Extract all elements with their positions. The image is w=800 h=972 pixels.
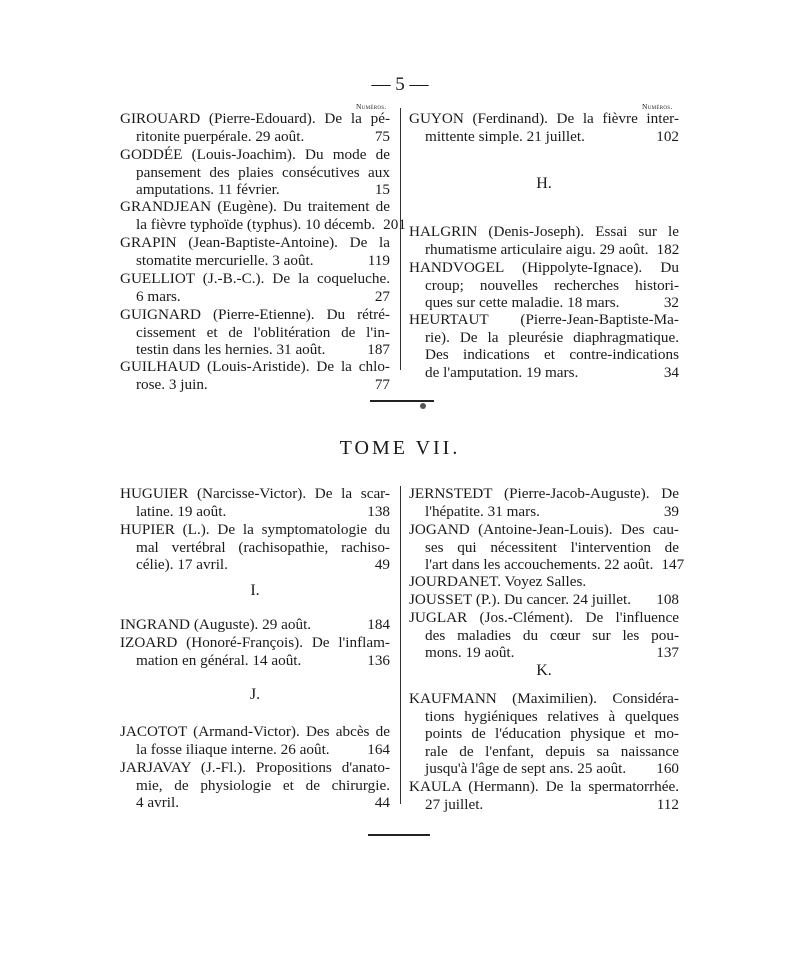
index-entry	[120, 198, 406, 233]
entry-text: tions hygiéniques relatives à quelques	[425, 707, 679, 725]
entry-continuation-line	[120, 215, 406, 234]
entry-number: 108	[656, 591, 679, 608]
entry-continuation-line	[120, 341, 390, 359]
entry-number: 27	[374, 287, 390, 305]
entry-number: 77	[374, 375, 390, 393]
entry-number: 15	[374, 181, 390, 199]
section-heading-j: J.	[249, 686, 261, 703]
entry-text: JOGAND (Antoine-Jean-Louis). Des cau-	[409, 521, 679, 538]
entry-text: HUPIER (L.). De la symptomatologie du	[120, 521, 390, 538]
entry-text: GRAPIN (Jean-Baptiste-Antoine). De la	[120, 234, 390, 251]
entry-text: célie). 17 avril.	[136, 556, 228, 574]
entry-heading-line	[409, 609, 679, 627]
index-entry	[120, 485, 390, 520]
entry-text: JOURDANET. Voyez Salles.	[409, 573, 587, 590]
index-entry	[409, 521, 685, 574]
entry-text: mons. 19 août.	[425, 644, 515, 662]
entry-continuation-line	[409, 743, 679, 761]
entry-text: amputations. 11 février.	[136, 181, 280, 199]
entry-text: jusqu'à l'âge de sept ans. 25 août.	[425, 760, 627, 778]
entry-text: Des indications et contre-indications	[425, 346, 679, 364]
entry-number: 112	[656, 795, 679, 813]
index-entry	[120, 146, 390, 199]
entry-heading-line	[120, 198, 390, 216]
entry-text: JUGLAR (Jos.-Clément). De l'influence	[409, 609, 679, 626]
entry-number: 49	[374, 556, 390, 574]
bottom-rule	[368, 834, 430, 836]
entry-heading-line	[409, 591, 679, 609]
entry-number: 182	[656, 240, 680, 258]
entry-heading-line	[409, 573, 679, 591]
entry-text: mittente simple. 21 juillet.	[425, 127, 585, 145]
entry-number: 119	[367, 251, 390, 269]
entry-text: GUILHAUD (Louis-Aristide). De la chlo-	[120, 358, 390, 375]
entry-number: 39	[663, 502, 679, 520]
entry-heading-line	[409, 110, 679, 128]
entry-continuation-line	[409, 539, 679, 557]
column-divider-bottom	[400, 486, 401, 804]
index-entry	[409, 690, 679, 778]
entry-text: points de l'éducation physique et mo-	[425, 725, 679, 743]
entry-number: 184	[367, 616, 390, 633]
entry-heading-line	[409, 521, 679, 539]
entry-text: rose. 3 juin.	[136, 375, 208, 393]
entry-continuation-line	[409, 503, 679, 521]
entry-continuation-line	[409, 346, 679, 364]
entry-text: GODDÉE (Louis-Joachim). Du mode de	[120, 146, 390, 163]
entry-continuation-line	[409, 128, 679, 146]
entry-text: ritonite puerpérale. 29 août.	[136, 127, 305, 145]
entry-text: 27 juillet.	[425, 795, 484, 813]
entry-text: rhumatisme articulaire aigu. 29 août.	[425, 240, 649, 258]
entry-continuation-line	[409, 760, 679, 778]
index-entry	[409, 223, 679, 258]
entry-continuation-line	[120, 324, 390, 342]
entry-text: mation en général. 14 août.	[136, 651, 302, 669]
entry-heading-line	[120, 521, 390, 539]
entry-text: KAUFMANN (Maximilien). Considéra-	[409, 690, 679, 707]
entry-heading-line	[120, 616, 390, 634]
entry-text: l'hépatite. 31 mars.	[425, 502, 540, 520]
index-entry	[120, 358, 390, 393]
entry-text: mie, de physiologie et de chirurgie.	[136, 776, 390, 794]
index-entry	[120, 759, 390, 812]
entry-continuation-line	[409, 277, 679, 295]
entry-heading-line	[409, 485, 679, 503]
entry-heading-line	[120, 634, 390, 652]
index-entry	[409, 311, 679, 381]
entry-number: 137	[656, 644, 679, 662]
entry-heading-line	[120, 234, 390, 252]
entry-text: rie). De la pleurésie diaphragmatique.	[425, 328, 679, 346]
entry-continuation-line	[409, 241, 679, 259]
entry-text: croup; nouvelles recherches histori-	[425, 276, 679, 294]
entry-number: 32	[663, 294, 679, 312]
entry-number: 44	[374, 794, 390, 812]
entry-number: 34	[663, 363, 679, 381]
entry-continuation-line	[120, 164, 390, 182]
entry-continuation-line	[409, 294, 679, 312]
entry-text: mal vertébral (rachisopathie, rachiso-	[136, 538, 390, 556]
entry-heading-line	[120, 485, 390, 503]
entry-continuation-line	[120, 777, 390, 795]
entry-continuation-line	[120, 652, 390, 670]
index-entry	[120, 234, 390, 269]
index-entry	[409, 573, 679, 591]
entry-number: 201	[383, 215, 406, 233]
entry-text: KAULA (Hermann). De la spermatorrhée.	[409, 778, 679, 795]
entry-continuation-line	[120, 181, 390, 199]
entry-text: 6 mars.	[136, 287, 181, 305]
section-heading-k: K.	[536, 662, 552, 679]
entry-continuation-line	[120, 556, 390, 574]
entry-continuation-line	[409, 644, 679, 662]
entry-heading-line	[120, 110, 390, 128]
entry-continuation-line	[409, 556, 685, 574]
index-entry	[409, 485, 679, 520]
entry-number: 102	[656, 127, 679, 145]
entry-continuation-line	[120, 741, 390, 759]
entry-text: HALGRIN (Denis-Joseph). Essai sur le	[409, 223, 679, 240]
column-divider-top	[400, 108, 401, 370]
entry-text: de l'amputation. 19 mars.	[425, 363, 579, 381]
entry-continuation-line	[120, 539, 390, 557]
entry-text: pansement des plaies consécutives aux	[136, 163, 390, 181]
section-heading-i: I.	[250, 582, 260, 599]
entry-text: INGRAND (Auguste). 29 août.	[120, 616, 312, 633]
entry-text: JACOTOT (Armand-Victor). Des abcès de	[120, 723, 390, 740]
entry-continuation-line	[409, 708, 679, 726]
entry-text: 4 avril.	[136, 794, 180, 812]
index-entry	[409, 609, 679, 662]
entry-text: HUGUIER (Narcisse-Victor). De la scar-	[120, 485, 390, 502]
entry-text: testin dans les hernies. 31 août.	[136, 341, 326, 359]
entry-continuation-line	[409, 329, 679, 347]
index-entry	[120, 270, 390, 305]
ornament-divider	[370, 396, 434, 410]
entry-number: 136	[367, 651, 390, 669]
index-entry	[120, 521, 390, 574]
entry-heading-line	[409, 223, 679, 241]
entry-text: stomatite mercurielle. 3 août.	[136, 251, 314, 269]
entry-heading-line	[120, 358, 390, 376]
entry-text: latine. 19 août.	[136, 502, 227, 520]
entry-text: IZOARD (Honoré-François). De l'inflam-	[120, 634, 390, 651]
entry-number: 164	[367, 740, 390, 758]
entry-heading-line	[409, 259, 679, 277]
entry-continuation-line	[120, 503, 390, 521]
entry-heading-line	[120, 759, 390, 777]
tome-title: TOME VII.	[339, 437, 461, 459]
entry-text: la fièvre typhoïde (typhus). 10 décemb.	[136, 215, 376, 233]
index-entry	[409, 259, 679, 312]
entry-text: l'art dans les accouchements. 22 août.	[425, 556, 654, 574]
entry-continuation-line	[120, 252, 390, 270]
entry-number: 75	[374, 127, 390, 145]
entry-text: JARJAVAY (J.-Fl.). Propositions d'anato-	[120, 759, 390, 776]
entry-text: GIROUARD (Pierre-Edouard). De la pé-	[120, 110, 390, 127]
entry-continuation-line	[409, 725, 679, 743]
entry-continuation-line	[120, 128, 390, 146]
page-number: — 5 —	[371, 74, 429, 95]
entry-text: HANDVOGEL (Hippolyte-Ignace). Du	[409, 259, 679, 276]
index-entry	[409, 110, 679, 145]
index-entry	[120, 110, 390, 145]
entry-continuation-line	[120, 794, 390, 812]
entry-number: 187	[367, 341, 390, 359]
entry-number: 160	[656, 760, 679, 778]
entry-heading-line	[120, 270, 390, 288]
entry-text: des maladies du cœur sur les pou-	[425, 626, 679, 644]
index-entry	[409, 778, 679, 813]
numeros-header-left: Numéros.	[356, 102, 387, 111]
entry-text: GRANDJEAN (Eugène). Du traitement de	[120, 198, 390, 215]
entry-text: rale de l'enfant, depuis sa naissance	[425, 742, 679, 760]
entry-continuation-line	[120, 376, 390, 394]
entry-heading-line	[409, 690, 679, 708]
entry-text: JOUSSET (P.). Du cancer. 24 juillet.	[409, 591, 632, 608]
entry-text: la fosse iliaque interne. 26 août.	[136, 740, 330, 758]
entry-text: ses qui nécessitent l'intervention de	[425, 538, 679, 556]
entry-continuation-line	[120, 288, 390, 306]
entry-number: 138	[367, 502, 390, 520]
entry-text: GUIGNARD (Pierre-Etienne). Du rétré-	[120, 306, 390, 323]
index-entry	[409, 591, 679, 609]
entry-number: 147	[661, 556, 685, 574]
index-entry	[120, 723, 390, 758]
entry-text: GUELLIOT (J.-B.-C.). De la coqueluche.	[120, 270, 390, 287]
entry-text: ques sur cette maladie. 18 mars.	[425, 294, 620, 312]
entry-continuation-line	[409, 796, 679, 814]
entry-heading-line	[120, 723, 390, 741]
index-entry	[120, 616, 390, 634]
entry-heading-line	[120, 306, 390, 324]
numeros-header-right: Numéros.	[642, 102, 673, 111]
entry-text: GUYON (Ferdinand). De la fièvre inter-	[409, 110, 679, 127]
index-entry	[120, 634, 390, 669]
section-heading-h: H.	[536, 175, 552, 192]
entry-heading-line	[409, 311, 679, 329]
entry-heading-line	[409, 778, 679, 796]
entry-text: cissement et de l'oblitération de l'in-	[136, 323, 390, 341]
entry-continuation-line	[409, 627, 679, 645]
entry-text: JERNSTEDT (Pierre-Jacob-Auguste). De	[409, 485, 679, 502]
entry-heading-line	[120, 146, 390, 164]
entry-text: HEURTAUT (Pierre-Jean-Baptiste-Ma-	[409, 311, 679, 328]
index-entry	[120, 306, 390, 359]
entry-continuation-line	[409, 364, 679, 382]
